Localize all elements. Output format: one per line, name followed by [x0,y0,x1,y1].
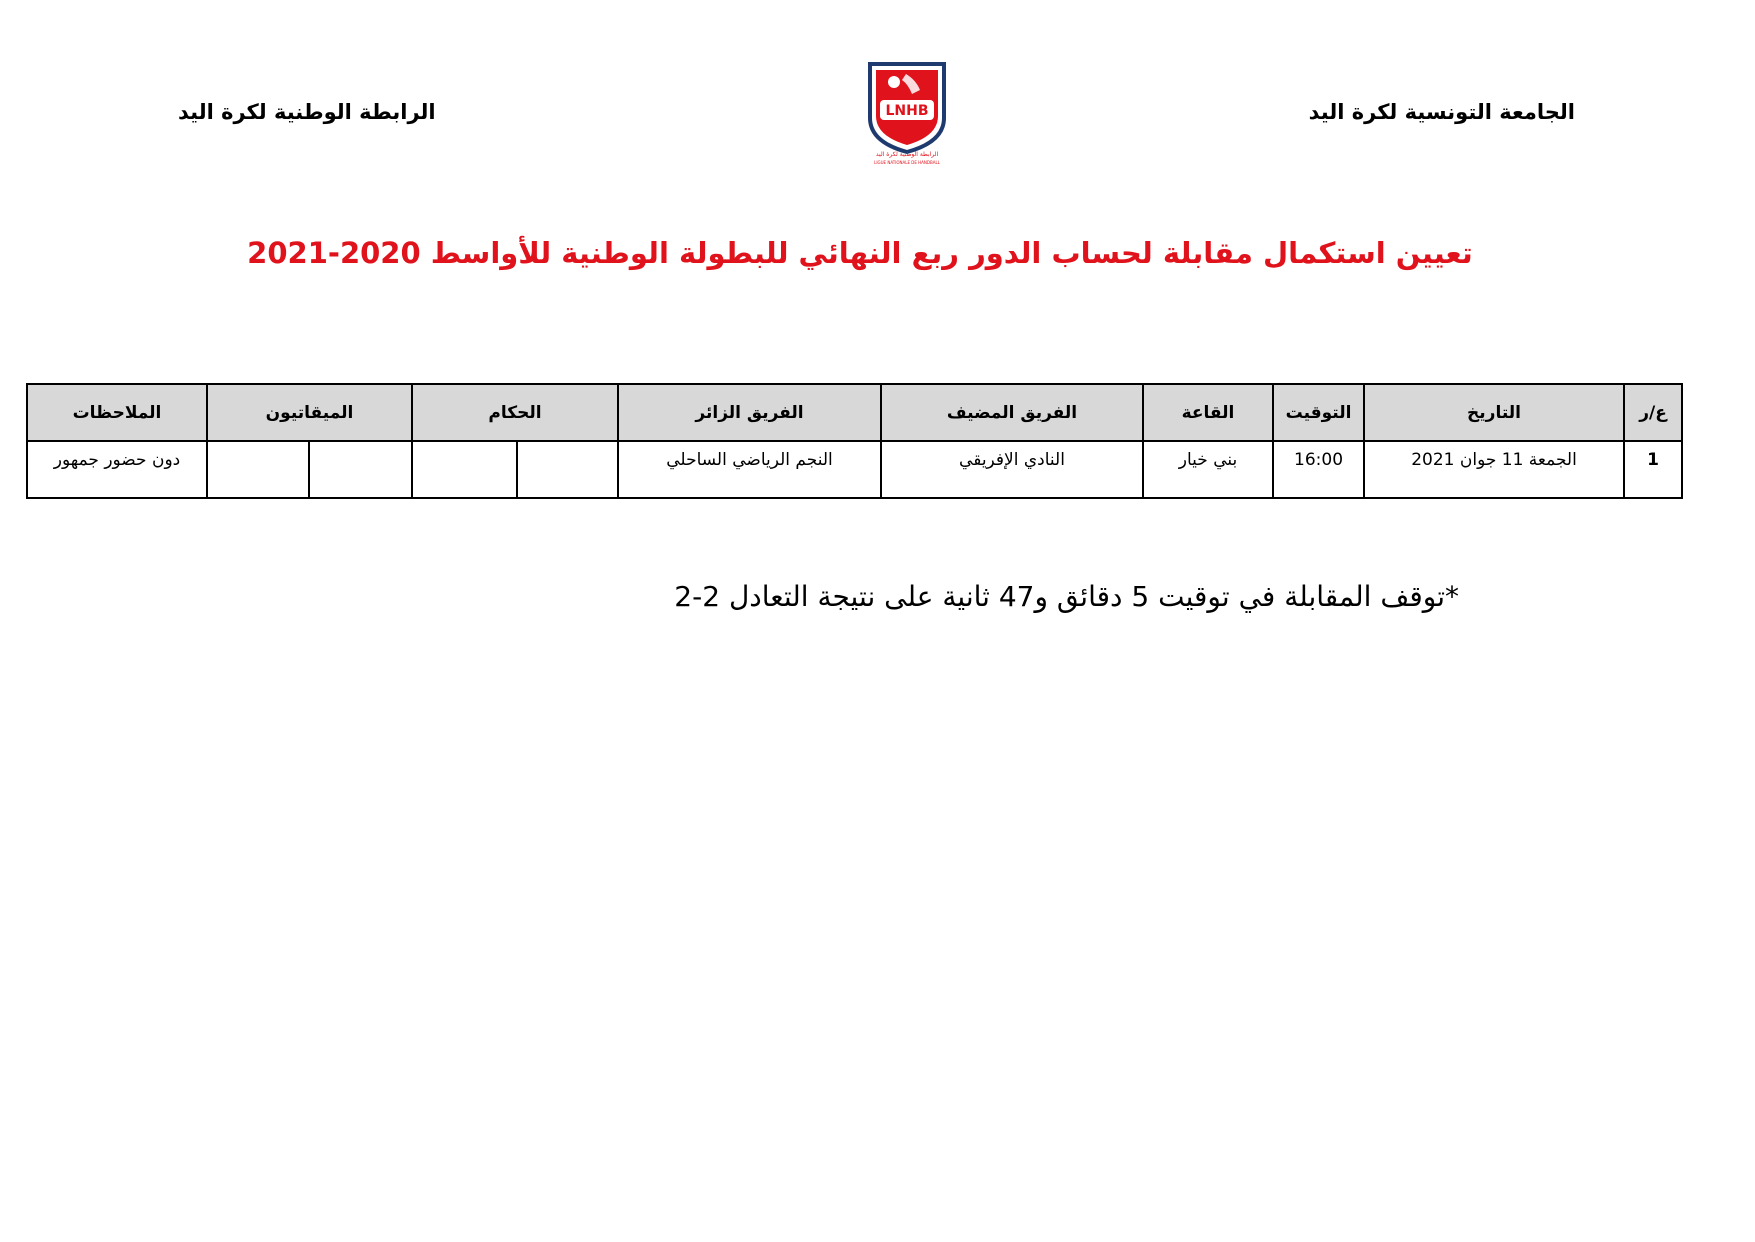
schedule-table [26,383,1683,499]
header-notes: الملاحظات [27,384,207,441]
cell-date: الجمعة 11 جوان 2021 [1364,441,1624,498]
match-note: *توقف المقابلة في توقيت 5 دقائق و47 ثانية على نتيجة التعادل 2-2 [674,580,1459,613]
header-hall: القاعة [1143,384,1273,441]
header-time: التوقيت [1273,384,1364,441]
cell-notes: دون حضور جمهور [27,441,207,498]
table-header-row [27,384,1682,441]
cell-num: 1 [1624,441,1682,498]
logo-subtitle-fr: LIGUE NATIONALE DE HANDBALL [874,160,940,165]
federation-name: الجامعة التونسية لكرة اليد [1308,100,1575,124]
header-timekeepers: الميقاتيون [207,384,412,441]
header-referees: الحكام [412,384,618,441]
cell-away-team: النجم الرياضي الساحلي [618,441,881,498]
cell-timekeeper-2 [207,441,309,498]
cell-home-team: النادي الإفريقي [881,441,1143,498]
cell-referee-1 [517,441,618,498]
cell-timekeeper-1 [309,441,412,498]
cell-hall: بني خيار [1143,441,1273,498]
table-row [27,441,1682,498]
header-num: ع/ر [1624,384,1682,441]
header-home-team: الفريق المضيف [881,384,1143,441]
page-title: تعيين استكمال مقابلة لحساب الدور ربع النهائي للبطولة الوطنية للأواسط 2020-2021 [247,236,1473,270]
cell-referee-2 [412,441,517,498]
header-away-team: الفريق الزائر [618,384,881,441]
header-date: التاريخ [1364,384,1624,441]
logo-text: LNHB [885,103,929,119]
lnhb-logo-icon [862,60,952,165]
cell-time: 16:00 [1273,441,1364,498]
logo-subtitle-ar: الرابطة الوطنية لكرة اليد [875,151,939,158]
league-name: الرابطة الوطنية لكرة اليد [178,100,436,124]
